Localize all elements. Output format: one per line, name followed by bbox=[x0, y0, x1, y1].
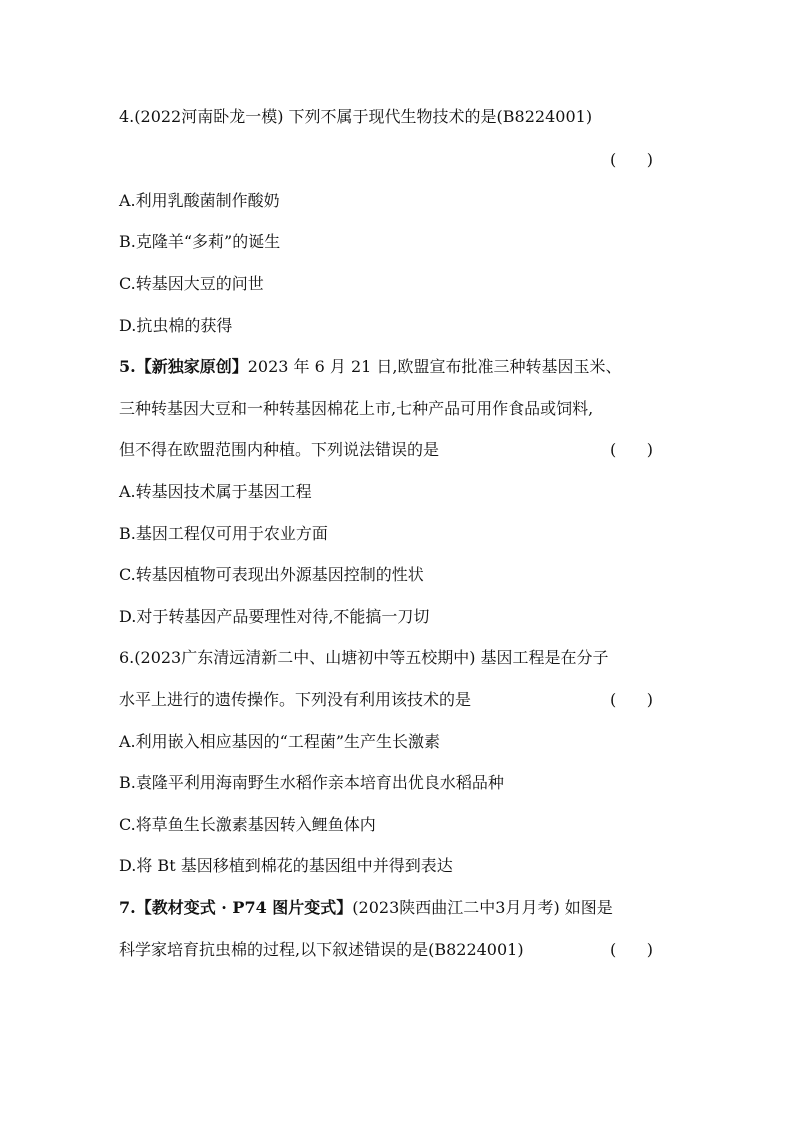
q5-stem-line2: 三种转基因大豆和一种转基因棉花上市,七种产品可用作食品或饲料, bbox=[119, 399, 594, 418]
q4-answer-bracket: ( ) bbox=[610, 150, 653, 169]
q4-option-b: B.克隆羊“多莉”的诞生 bbox=[119, 232, 281, 251]
q5-option-c: C.转基因植物可表现出外源基因控制的性状 bbox=[119, 565, 424, 584]
q5-option-d: D.对于转基因产品要理性对待,不能搞一刀切 bbox=[119, 607, 430, 626]
q5-option-a: A.转基因技术属于基因工程 bbox=[119, 482, 312, 501]
q6-option-a: A.利用嵌入相应基因的“工程菌”生产生长激素 bbox=[119, 732, 441, 751]
q6-answer-bracket: ( ) bbox=[610, 690, 653, 709]
q4-option-d: D.抗虫棉的获得 bbox=[119, 316, 233, 335]
q6-option-d: D.将 Bt 基因移植到棉花的基因组中并得到表达 bbox=[119, 856, 453, 875]
q4-option-c: C.转基因大豆的问世 bbox=[119, 274, 264, 293]
q5-tag: 【新独家原创】 bbox=[135, 357, 248, 376]
q7-stem-line2: 科学家培育抗虫棉的过程,以下叙述错误的是(B8224001) bbox=[119, 940, 524, 959]
q7-answer-bracket: ( ) bbox=[610, 940, 653, 959]
q6-stem-line1: 6.(2023广东清远清新二中、山塘初中等五校期中) 基因工程是在分子 bbox=[119, 648, 609, 667]
q7-tag: 【教材变式 · P74 图片变式】 bbox=[135, 898, 353, 917]
q5-number: 5. bbox=[119, 357, 136, 376]
q6-option-b: B.袁隆平利用海南野生水稻作亲本培育出优良水稻品种 bbox=[119, 773, 504, 792]
q7-stem-text: (2023陕西曲江二中3月月考) 如图是 bbox=[352, 898, 613, 917]
q5-answer-bracket: ( ) bbox=[610, 440, 653, 459]
q5-option-b: B.基因工程仅可用于农业方面 bbox=[119, 524, 328, 543]
q5-stem-line3: 但不得在欧盟范围内种植。下列说法错误的是 bbox=[119, 440, 440, 459]
q5-stem-text: 2023 年 6 月 21 日,欧盟宣布批准三种转基因玉米、 bbox=[247, 357, 622, 376]
q4-stem: 4.(2022河南卧龙一模) 下列不属于现代生物技术的是(B8224001) bbox=[119, 107, 593, 126]
q6-stem-line2: 水平上进行的遗传操作。下列没有利用该技术的是 bbox=[119, 690, 472, 709]
q7-number: 7. bbox=[119, 898, 136, 917]
q6-option-c: C.将草鱼生长激素基因转入鲤鱼体内 bbox=[119, 815, 376, 834]
q4-option-a: A.利用乳酸菌制作酸奶 bbox=[119, 191, 280, 210]
q7-stem-line1 bbox=[119, 898, 613, 918]
q5-stem-line1 bbox=[119, 357, 622, 377]
